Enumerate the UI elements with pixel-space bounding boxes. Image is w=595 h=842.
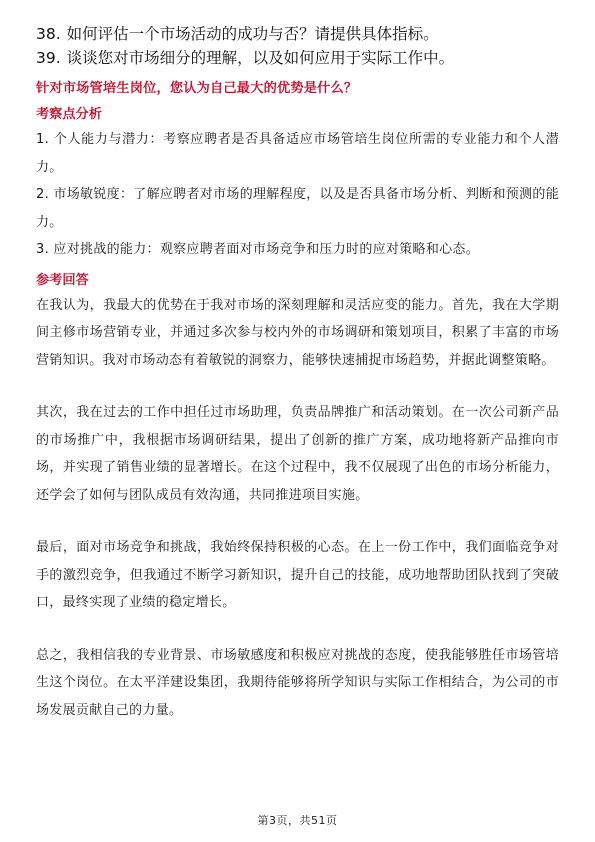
analysis-section-title: 考察点分析 bbox=[36, 107, 102, 122]
analysis-item: 3. 应对挑战的能力：观察应聘者面对市场竞争和压力时的应对策略和心态。 bbox=[36, 242, 480, 257]
question-text: 如何评估一个市场活动的成功与否？请提供具体指标。 bbox=[66, 25, 439, 43]
question-39 bbox=[36, 46, 559, 70]
main-question-heading: 针对市场管培生岗位，您认为自己最大的优势是什么？ bbox=[36, 81, 358, 96]
answer-paragraph: 总之，我相信我的专业背景、市场敏感度和积极应对挑战的态度，使我能够胜任市场管培生这个岗位。在太平洋建设集团，我期待能够将所学知识与实际工作相结合，为公司的市场发展贡献自己的力量。 bbox=[36, 647, 559, 718]
answer-body bbox=[36, 292, 559, 725]
document-page bbox=[36, 22, 559, 724]
answer-section-title: 参考回答 bbox=[36, 272, 89, 288]
analysis-item: 1. 个人能力与潜力：考察应聘者是否具备适应市场管培生岗位所需的专业能力和个人潜力。 bbox=[36, 132, 559, 175]
analysis-list bbox=[36, 126, 559, 264]
answer-paragraph: 最后，面对市场竞争和挑战，我始终保持积极的心态。在上一份工作中，我们面临竞争对手的激烈竞争，但我通过不断学习新知识，提升自己的技能，成功地帮助团队找到了突破口，最终实现了业绩的稳定增长。 bbox=[36, 540, 559, 610]
analysis-item: 2. 市场敏锐度：了解应聘者对市场的理解程度，以及是否具备市场分析、判断和预测的能力。 bbox=[36, 187, 559, 230]
question-number: 39. bbox=[36, 49, 61, 67]
page-footer: 第3页，共51页 bbox=[257, 814, 338, 827]
question-text: 谈谈您对市场细分的理解，以及如何应用于实际工作中。 bbox=[66, 49, 455, 67]
answer-paragraph: 其次，我在过去的工作中担任过市场助理，负责品牌推广和活动策划。在一次公司新产品的市场推广中，我根据市场调研结果，提出了创新的推广方案，成功地将新产品推向市场，并实现了销售业绩的显著增长。在这个过程中，我不仅展现了出色的市场分析能力，还学会了如何与团队成员有效沟通，共同推进项目实施。 bbox=[36, 405, 559, 503]
question-38 bbox=[36, 22, 559, 46]
answer-paragraph: 在我认为，我最大的优势在于我对市场的深刻理解和灵活应变的能力。首先，我在大学期间主修市场营销专业，并通过多次参与校内外的市场调研和策划项目，积累了丰富的市场营销知识。我对市场动态有着敏锐的洞察力，能够快速捕捉市场趋势，并据此调整策略。 bbox=[36, 297, 559, 368]
question-number: 38. bbox=[36, 25, 61, 43]
